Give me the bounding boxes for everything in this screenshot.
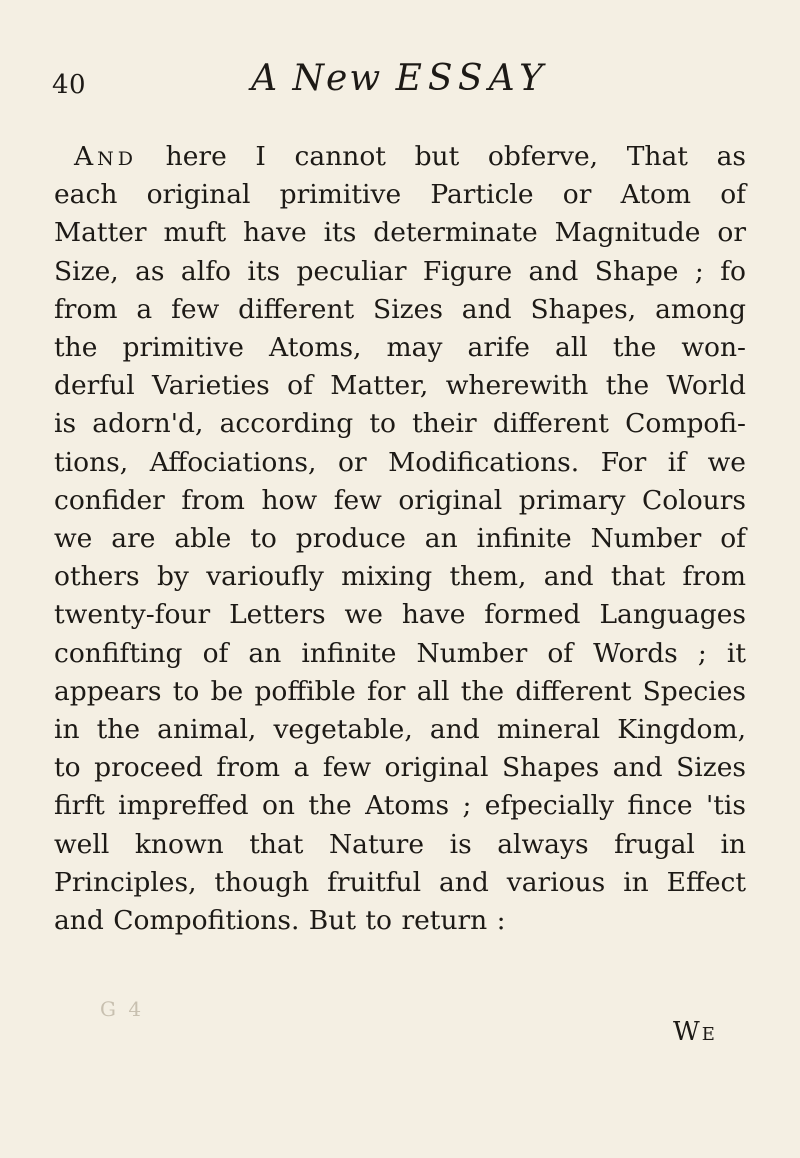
text-line: each original primitive Particle or Atom of (54, 179, 746, 211)
text-line: Principles, though fruitful and various in Effect (54, 866, 746, 898)
text-line: Size, as alfo its peculiar Figure and Shape ; fo (54, 255, 746, 287)
text-line: the primitive Atoms, may arife all the won- (54, 332, 746, 364)
running-head-title: ESSAY (395, 58, 549, 99)
text-line: derful Varieties of Matter, wherewith the World (54, 370, 746, 402)
text-line: and Compofitions. But to return : (54, 905, 506, 937)
text-line: from a few different Sizes and Shapes, among (54, 293, 746, 325)
running-head-prefix: A New (251, 58, 383, 99)
signature-mark: G 4 (100, 997, 145, 1021)
text-line: firft impreffed on the Atoms ; efpecially fince 'tis (54, 790, 746, 822)
page-number: 40 (52, 70, 87, 100)
text-line: others by varioufly mixing them, and that from (54, 561, 746, 593)
text-line: confider from how few original primary Colours (54, 484, 746, 516)
text-line: Matter muft have its determinate Magnitude or (54, 217, 746, 249)
text-line: tions, Affociations, or Modifications. For if we (54, 446, 746, 478)
text-line: is adorn'd, according to their different Compofi- (54, 408, 746, 440)
running-head (0, 58, 800, 99)
text-line: well known that Nature is always frugal in (54, 828, 746, 860)
text-line: to proceed from a few original Shapes and Sizes (54, 752, 746, 784)
body-paragraph (54, 138, 746, 940)
catchword: We (673, 1017, 717, 1047)
text-line-content: here I cannot but obferve, That as (137, 141, 746, 172)
text-line: in the animal, vegetable, and mineral Kingdom, (54, 714, 746, 746)
text-line: appears to be poffible for all the different Species (54, 675, 746, 707)
text-line: confifting of an infinite Number of Words ; it (54, 637, 746, 669)
text-line: we are able to produce an infinite Number of (54, 523, 746, 555)
lead-word: And (74, 141, 137, 172)
text-line (54, 138, 746, 176)
text-line: twenty-four Letters we have formed Languages (54, 599, 746, 631)
